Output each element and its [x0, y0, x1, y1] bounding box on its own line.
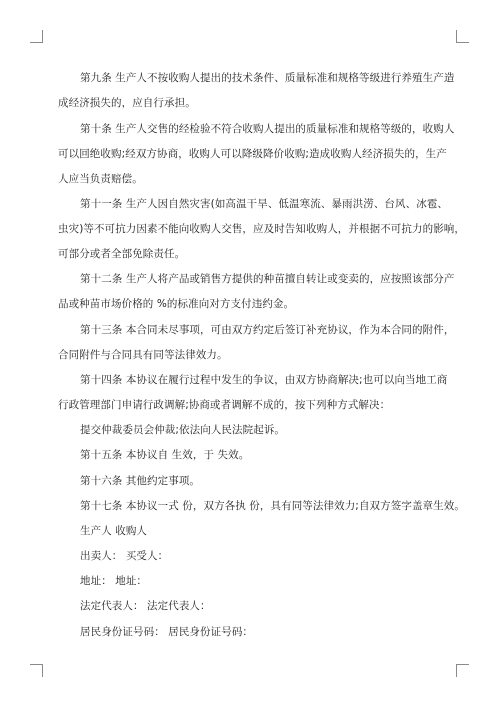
- crop-mark-bottom-left: [30, 664, 43, 677]
- article-9-line-2: 成经济损失的，应自行承担。: [58, 97, 196, 109]
- crop-mark-bottom-right: [456, 664, 469, 677]
- article-12-line-1: 第十二条 生产人将产品或销售方提供的种苗擅自转让或变卖的，应按照该部分产: [80, 273, 455, 285]
- address-line: 地址： 地址：: [80, 575, 148, 587]
- article-10-line-2: 可以回绝收购;经双方协商，收购人可以降级降价收购;造成收购人经济损失的，生产: [58, 148, 447, 160]
- article-17: 第十七条 本协议一式 份，双方各执 份，具有同等法律效力;自双方签字盖章生效。: [80, 500, 465, 512]
- crop-mark-top-left: [30, 30, 43, 43]
- article-11-line-3: 可部分或者全部免除责任。: [58, 248, 186, 260]
- article-11-line-2: 虫灾)等不可抗力因素不能向收购人交售，应及时告知收购人，并根据不可抗力的影响，: [58, 223, 465, 235]
- article-14-line-3: 提交仲裁委员会仲裁;依法向人民法院起诉。: [80, 424, 286, 436]
- article-13-line-2: 合同附件与合同具有同等法律效力。: [58, 349, 228, 361]
- article-12-line-2: 品或种苗市场价格的 %的标准向对方支付违约金。: [58, 298, 295, 310]
- signature-parties: 生产人 收购人: [80, 525, 148, 537]
- article-11-line-1: 第十一条 生产人因自然灾害(如高温干旱、低温寒流、暴雨洪涝、台风、冰雹、: [80, 198, 449, 210]
- crop-mark-top-right: [456, 30, 469, 43]
- id-number-line: 居民身份证号码： 居民身份证号码：: [80, 626, 254, 638]
- article-10-line-1: 第十条 生产人交售的经检验不符合收购人提出的质量标准和规格等级的，收购人: [80, 123, 455, 135]
- article-14-line-2: 行政管理部门申请行政调解;协商或者调解不成的，按下列种方式解决：: [58, 399, 391, 411]
- article-9-line-1: 第九条 生产人不按收购人提出的技术条件、质量标准和规格等级进行养殖生产造: [80, 72, 455, 84]
- article-13-line-1: 第十三条 本合同未尽事项，可由双方约定后签订补充协议，作为本合同的附件，: [80, 324, 455, 336]
- article-16: 第十六条 其他约定事项。: [80, 475, 201, 487]
- seller-buyer-line: 出卖人： 买受人：: [80, 550, 169, 562]
- article-15: 第十五条 本协议自 生效，于 失效。: [80, 449, 250, 461]
- article-14-line-1: 第十四条 本协议在履行过程中发生的争议，由双方协商解决;也可以向当地工商: [80, 374, 448, 386]
- article-10-line-3: 人应当负责赔偿。: [58, 173, 143, 185]
- legal-representative-line: 法定代表人： 法定代表人：: [80, 600, 211, 612]
